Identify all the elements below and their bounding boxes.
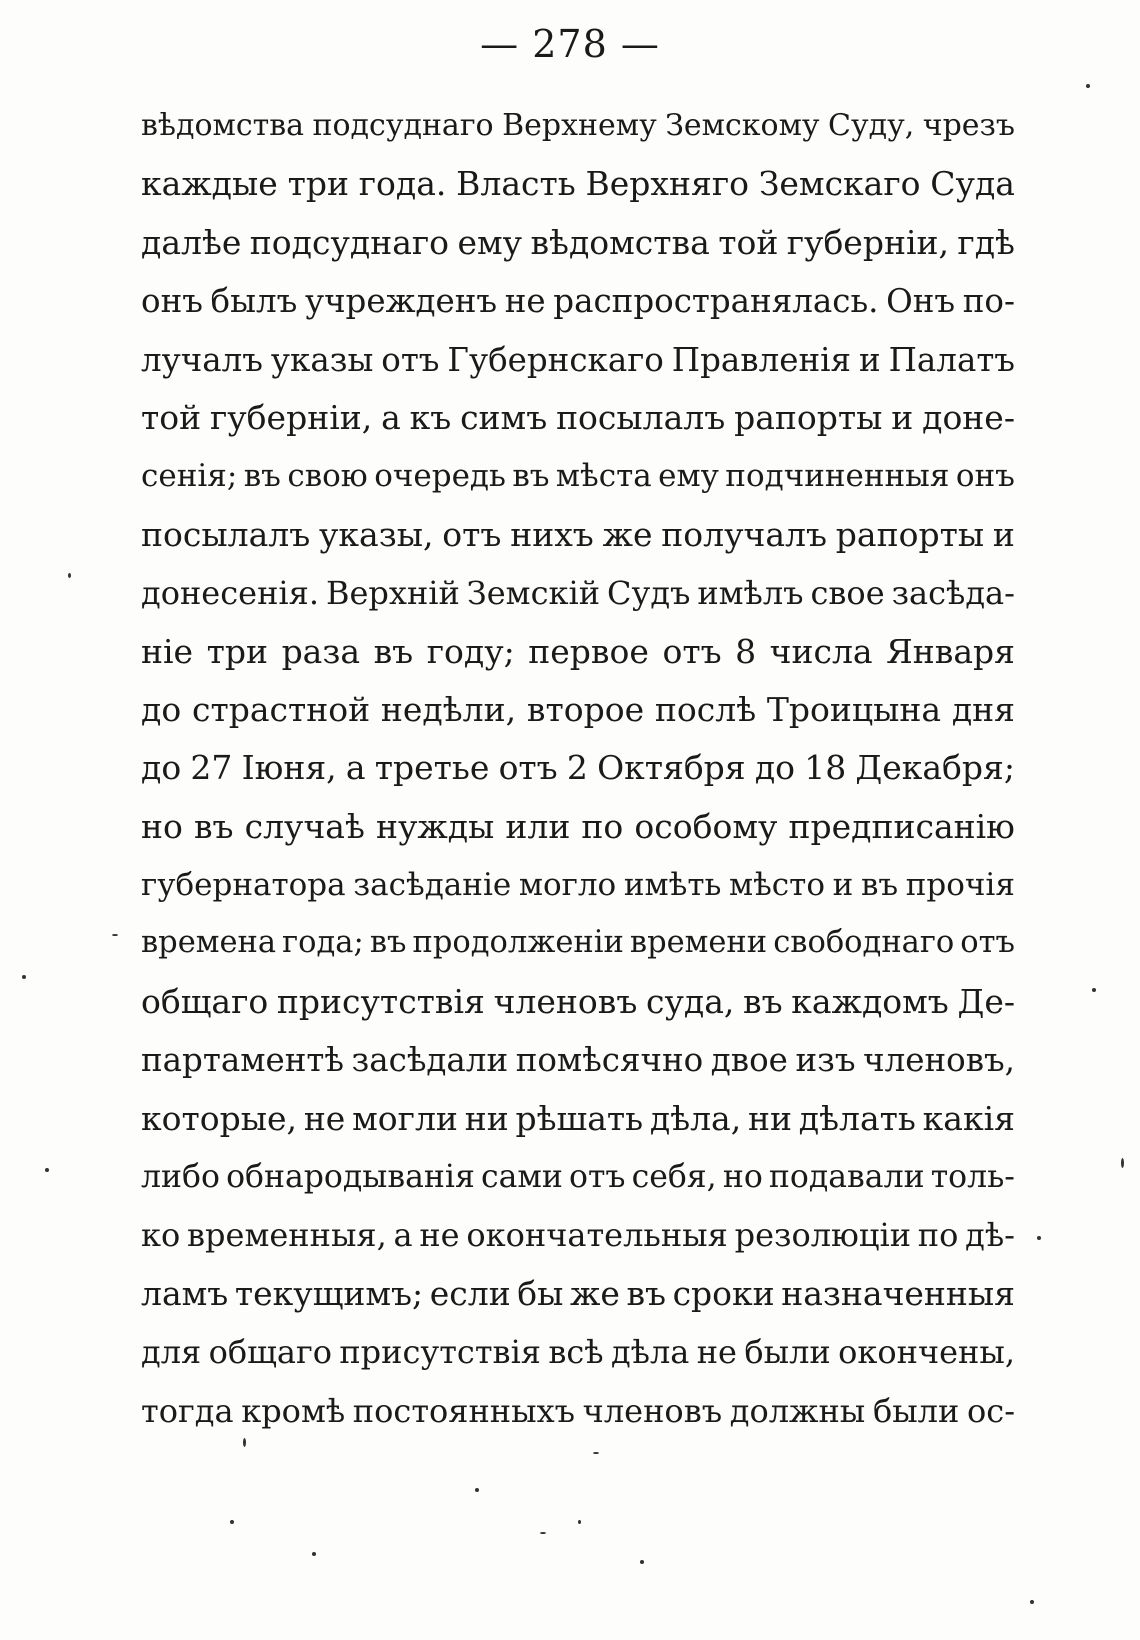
scan-speck: [1030, 1600, 1034, 1604]
word: ніе: [141, 631, 194, 671]
word: далѣе: [141, 222, 242, 262]
word: симъ: [460, 397, 548, 437]
word: резолюціи: [734, 1216, 912, 1255]
word: гдѣ: [957, 222, 1015, 262]
text-line: [141, 1090, 1015, 1148]
word: а: [345, 748, 366, 788]
word: свое: [810, 574, 885, 613]
word: мѣста: [555, 458, 652, 495]
word: Онъ: [886, 282, 956, 321]
word: дѣ-: [965, 1216, 1015, 1255]
word: въ: [193, 806, 234, 846]
word: Де-: [957, 981, 1015, 1021]
word: Января: [886, 631, 1015, 671]
word: временныя,: [187, 1216, 387, 1255]
word: въ: [626, 1273, 667, 1313]
word: той: [718, 222, 779, 262]
text-line: [141, 389, 1015, 447]
text-line: [141, 1265, 1015, 1323]
word: подсуднаго: [312, 108, 494, 143]
text-line: [141, 447, 1015, 505]
word: числа: [769, 631, 873, 671]
scan-speck: [112, 934, 118, 936]
page-number: — 278 —: [480, 22, 660, 66]
word: времена: [141, 925, 277, 961]
word: общаго: [208, 1333, 332, 1372]
word: и: [992, 514, 1015, 554]
word: но: [141, 806, 183, 846]
word: Губернскаго: [447, 340, 664, 379]
text-line: [141, 272, 1015, 330]
word: текущимъ;: [234, 1273, 424, 1313]
text-line: [141, 1206, 1015, 1264]
word: посылалъ: [141, 514, 311, 554]
word: второе: [526, 689, 645, 729]
word: по: [581, 806, 624, 846]
text-line: [141, 1382, 1015, 1440]
word: особому: [634, 806, 778, 846]
scan-speck: [1092, 988, 1096, 992]
scan-speck: [640, 1560, 644, 1564]
word: отъ: [569, 1159, 626, 1196]
word: назначенныя: [781, 1273, 1015, 1313]
word: должны: [729, 1391, 866, 1430]
word: дѣла: [610, 1333, 690, 1372]
word: ни: [748, 1098, 793, 1138]
word: каждомъ: [791, 981, 949, 1021]
word: вѣдомства: [141, 108, 305, 143]
word: 2: [566, 748, 588, 788]
word: присутствія: [276, 981, 485, 1021]
scan-speck: [475, 1488, 479, 1492]
scan-speck: [312, 1552, 316, 1556]
text-line: [141, 1148, 1015, 1206]
word: толь-: [930, 1159, 1015, 1196]
word: Верхняго: [585, 164, 750, 204]
word: вѣдомства: [530, 222, 710, 262]
word: какія: [922, 1098, 1015, 1138]
word: ему: [658, 458, 719, 495]
text-line: [141, 798, 1015, 856]
word: донесенія.: [141, 574, 320, 613]
word: и: [832, 867, 854, 904]
word: по: [917, 1216, 959, 1255]
word: третье: [374, 748, 490, 788]
word: въ: [743, 981, 783, 1021]
word: Власть: [456, 164, 576, 204]
word: той: [141, 397, 202, 437]
word: доне-: [922, 397, 1015, 437]
text-line: [141, 1031, 1015, 1089]
word: Верхнему: [502, 108, 657, 143]
word: сенія;: [141, 458, 238, 495]
word: Декабря;: [855, 748, 1015, 788]
word: Троицына: [766, 689, 942, 729]
text-line: [141, 1323, 1015, 1381]
scan-speck: [1037, 1236, 1041, 1240]
word: ни: [464, 1098, 509, 1138]
word: обнародыванія: [226, 1159, 475, 1196]
word: которые,: [141, 1098, 298, 1138]
word: дѣлать: [798, 1098, 916, 1138]
word: три: [206, 631, 269, 671]
word: а: [393, 1216, 413, 1255]
word: нихъ: [510, 514, 594, 554]
word: прочія: [905, 867, 1015, 904]
word: нужды: [375, 806, 495, 846]
word: отъ: [498, 748, 558, 788]
word: но: [722, 1159, 763, 1196]
word: сроки: [672, 1273, 775, 1313]
word: засѣдали: [351, 1041, 509, 1080]
text-line: [141, 914, 1015, 972]
word: указы: [270, 340, 374, 379]
word: года.: [358, 164, 447, 204]
scan-speck: [578, 1520, 581, 1524]
word: страстной: [191, 689, 371, 729]
word: въ: [243, 458, 281, 495]
word: окончены,: [838, 1333, 1015, 1372]
word: сами: [480, 1159, 563, 1196]
word: онъ: [955, 458, 1015, 495]
word: Земскаго: [758, 164, 921, 204]
word: Земскому: [665, 108, 820, 143]
word: учрежденъ: [304, 282, 498, 321]
word: членовъ,: [863, 1041, 1015, 1080]
word: двое: [710, 1041, 788, 1080]
word: губерніи,: [786, 222, 949, 262]
word: году;: [426, 631, 515, 671]
word: помѣсячно: [515, 1041, 704, 1080]
text-line: [141, 623, 1015, 681]
word: лучалъ: [141, 340, 263, 379]
word: партаментѣ: [141, 1041, 344, 1080]
word: всѣ: [548, 1333, 604, 1372]
word: Суда: [930, 164, 1015, 204]
word: продолженіи: [412, 925, 624, 961]
word: получалъ: [661, 514, 827, 554]
word: не: [504, 282, 546, 321]
word: ос-: [967, 1391, 1015, 1430]
word: недѣли,: [380, 689, 517, 729]
word: дня: [951, 689, 1015, 729]
word: мѣсто: [729, 867, 825, 904]
word: времени: [629, 925, 768, 961]
body-text: [141, 97, 1015, 1440]
word: предписанію: [788, 806, 1015, 846]
word: же: [569, 1273, 620, 1313]
text-line: [141, 155, 1015, 213]
word: въ: [860, 867, 899, 904]
word: членовъ: [493, 981, 638, 1021]
word: рапорты: [734, 397, 883, 437]
text-line: [141, 506, 1015, 564]
word: для: [141, 1333, 202, 1372]
word: окончательныя: [466, 1216, 728, 1255]
word: 8: [735, 631, 757, 671]
word: и: [891, 397, 914, 437]
word: ламъ: [141, 1273, 229, 1313]
word: свободнаго: [773, 925, 955, 961]
word: три: [287, 164, 349, 204]
word: ко: [141, 1216, 181, 1255]
word: если: [429, 1273, 511, 1313]
word: въ: [369, 925, 407, 961]
word: до: [754, 748, 796, 788]
word: а: [381, 397, 401, 437]
word: посылалъ: [556, 397, 726, 437]
scan-speck: [22, 975, 26, 979]
scan-speck: [45, 1168, 49, 1172]
word: указы,: [319, 514, 434, 554]
word: либо: [141, 1159, 220, 1196]
word: Октября: [597, 748, 746, 788]
word: не: [419, 1216, 460, 1255]
word: имѣть: [623, 867, 722, 904]
word: засѣданіе: [353, 867, 512, 904]
word: 18: [804, 748, 847, 788]
text-line: [141, 973, 1015, 1031]
word: до: [141, 689, 182, 729]
word: Земскій: [466, 574, 601, 613]
word: Судъ: [607, 574, 691, 613]
word: чрезъ: [922, 108, 1015, 143]
word: въ: [373, 631, 414, 671]
word: Суду,: [828, 108, 915, 143]
word: или: [505, 806, 571, 846]
word: себя,: [631, 1159, 717, 1196]
word: отъ: [662, 631, 722, 671]
word: рапорты: [835, 514, 985, 554]
word: первое: [528, 631, 649, 671]
word: общаго: [141, 981, 269, 1021]
word: постоянныхъ: [352, 1391, 575, 1430]
word: членовъ: [582, 1391, 723, 1430]
word: къ: [409, 397, 452, 437]
word: суда,: [645, 981, 735, 1021]
scan-speck: [1121, 1158, 1124, 1168]
text-line: [141, 739, 1015, 797]
word: были: [872, 1391, 960, 1430]
word: Іюня,: [241, 748, 337, 788]
word: 27: [190, 748, 233, 788]
text-line: [141, 97, 1015, 155]
word: были: [744, 1333, 831, 1372]
word: имѣлъ: [697, 574, 804, 613]
text-line: [141, 856, 1015, 914]
word: случаѣ: [244, 806, 365, 846]
word: въ: [512, 458, 550, 495]
word: дѣла,: [649, 1098, 742, 1138]
scan-speck: [243, 1438, 246, 1447]
text-line: [141, 331, 1015, 389]
word: могло: [518, 867, 617, 904]
scan-speck: [1086, 84, 1090, 88]
word: же: [602, 514, 653, 554]
word: былъ: [210, 282, 298, 321]
word: не: [696, 1333, 737, 1372]
word: отъ: [442, 514, 502, 554]
word: кромѣ: [241, 1391, 346, 1430]
scan-speck: [68, 573, 71, 578]
word: изъ: [795, 1041, 856, 1080]
word: засѣда-: [891, 574, 1015, 613]
word: могли: [352, 1098, 458, 1138]
word: бы: [517, 1273, 564, 1313]
text-line: [141, 214, 1015, 272]
word: присутствія: [339, 1333, 541, 1372]
word: не: [303, 1098, 346, 1138]
word: до: [141, 748, 182, 788]
word: послѣ: [654, 689, 757, 729]
word: очередь: [374, 458, 506, 495]
word: онъ: [141, 282, 203, 321]
word: отъ: [960, 925, 1015, 961]
word: отъ: [381, 340, 440, 379]
word: губернатора: [141, 867, 346, 904]
word: каждые: [141, 164, 278, 204]
word: распространялась.: [553, 282, 879, 321]
word: ему: [457, 222, 523, 262]
scan-speck: [593, 1452, 599, 1454]
word: свою: [287, 458, 368, 495]
word: подчиненныя: [725, 458, 950, 495]
text-line: [141, 681, 1015, 739]
word: губерніи,: [209, 397, 373, 437]
word: Палатъ: [888, 340, 1015, 379]
word: по-: [962, 282, 1015, 321]
scan-speck: [230, 1520, 234, 1524]
word: года;: [282, 925, 364, 961]
word: подсуднаго: [249, 222, 450, 262]
text-line: [141, 564, 1015, 622]
scan-speck: [540, 1532, 546, 1534]
word: раза: [281, 631, 361, 671]
word: Верхній: [325, 574, 460, 613]
word: рѣшать: [515, 1098, 644, 1138]
word: Правленія: [671, 340, 852, 379]
word: подавали: [768, 1159, 925, 1196]
word: и: [858, 340, 881, 379]
word: тогда: [141, 1391, 234, 1430]
